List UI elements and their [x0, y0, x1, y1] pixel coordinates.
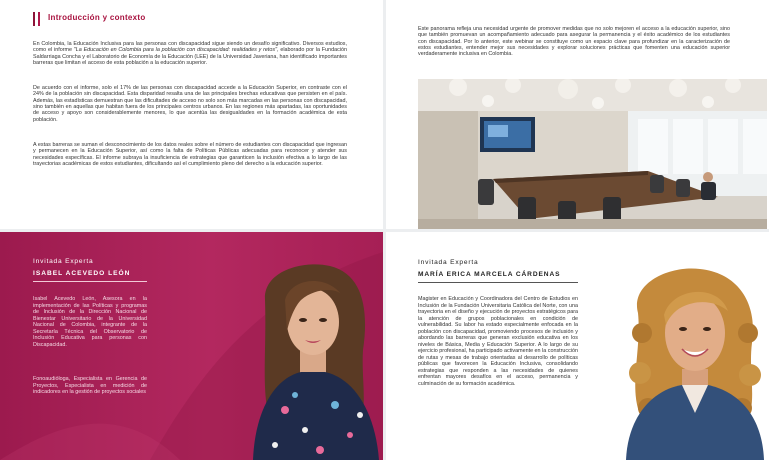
intro-paragraph-1: En Colombia, la Educación Inclusiva para las personas con discapacidad sigue siendo un desafío significativo. Diversos estudios, como el informe "La Educación en Colombia para la población con discapacidad: realidades y retos", elaborado por la Fundación Saldarriaga Concha y el Laboratorio de Economía de la Educación (LEE) de la Universidad Javeriana, han identificado importantes barreras que limitan el acceso de esta población a la educación superior.	[33, 41, 347, 67]
meeting-room-photo	[418, 79, 767, 229]
name-divider	[418, 282, 578, 283]
expert-name: MARÍA ERICA MARCELA CÁRDENAS	[418, 271, 561, 278]
expert-name: ISABEL ACEVEDO LEÓN	[33, 270, 131, 277]
title-accent-bar	[38, 12, 40, 26]
expert-portrait-photo	[245, 260, 383, 460]
name-divider	[33, 281, 147, 282]
panorama-paragraph: Este panorama refleja una necesidad urgente de promover medidas que no solo mejoren el acceso a la educación superior, sino que también promuevan un acompañamiento adecuado para asegurar la permanencia y el éxito académico de los estudiantes con discapacidad. Por lo anterior, este webinar se constituye como un espacio clave para profundizar en la caracterización de estos estudiantes, entender mejor sus necesidades y explorar soluciones prácticas que fomenten una educación superior verdaderamente inclusiva en Colombia.	[418, 26, 730, 58]
intro-paragraph-2: De acuerdo con el informe, solo el 17% de las personas con discapacidad accede a la Educación Superior, en contraste con el 24% de la población sin discapacidad. Esta disparidad resalta una de las principales brechas educativas que persisten en el país. Además, las estadísticas demuestran que las dificultades de acceso no solo son más marcadas en las personas con discapacidad, sino también en aquellas que habitan fuera de los principales centros urbanos. En las regiones más apartadas, las oportunidades de acceso y apoyo son considerablemente menores, lo que acentúa las desigualdades en la formación académica de esta población.	[33, 85, 347, 123]
section-title: Introducción y contexto	[48, 13, 146, 22]
expert-bio-1: Isabel Acevedo León, Asesora en la implementación de las Políticas y programas de Inclusión de la Dirección Nacional de Bienestar Universitario de la Universidad Nacional de Colombia, integrante de la Secretaría Técnica del Observatorio de Inclusión Educativa para personas con Discapacidad.	[33, 296, 147, 348]
guest-label: Invitada Experta	[418, 259, 479, 266]
expert-portrait-photo	[620, 263, 769, 460]
guest-label: Invitada Experta	[33, 258, 94, 265]
expert-bio: Magister en Educación y Coordinadora del Centro de Estudios en Inclusión de la Fundación Universitaria Católica del Norte, con una trayectoria en el diseño y ejecución de proyectos estratégicos para la atención de grupos poblacionales en condición de vulnerabilidad. Su labor ha estado especialmente enfocada en la población con discapacidad, promoviendo procesos de inclusión y abordando las barreras que generan exclusión educativa en los niveles de Básica, Media y Educación Superior. A lo largo de su ejercicio profesional, ha participado activamente en la construcción de rutas y mesas de trabajo orientadas al desarrollo de políticas públicas que favorecen la Educación Inclusiva, consolidando estrategias que responden a las necesidades de quienes enfrentan mayores desafíos en el acceso, permanencia y culminación de su formación académica.	[418, 296, 579, 387]
expert-bio-2: Fonoaudióloga, Especialista en Gerencia de Proyectos, Especialista en medición de indicadores en la gestión de proyectos sociales	[33, 376, 147, 395]
title-accent-bar	[33, 12, 35, 26]
intro-paragraph-3: A estas barreras se suman el desconocimiento de los datos reales sobre el número de estudiantes con discapacidad que ingresan y permanecen en la Educación Superior, así como la falta de Políticas Públicas adecuadas para reconocer y atender sus necesidades específicas. El informe subraya la insuficiencia de estrategias que garanticen la inclusión efectiva a lo largo de las trayectorias académicas de estos estudiantes, dificultando así el cumplimiento pleno del derecho a la educación superior.	[33, 142, 347, 168]
